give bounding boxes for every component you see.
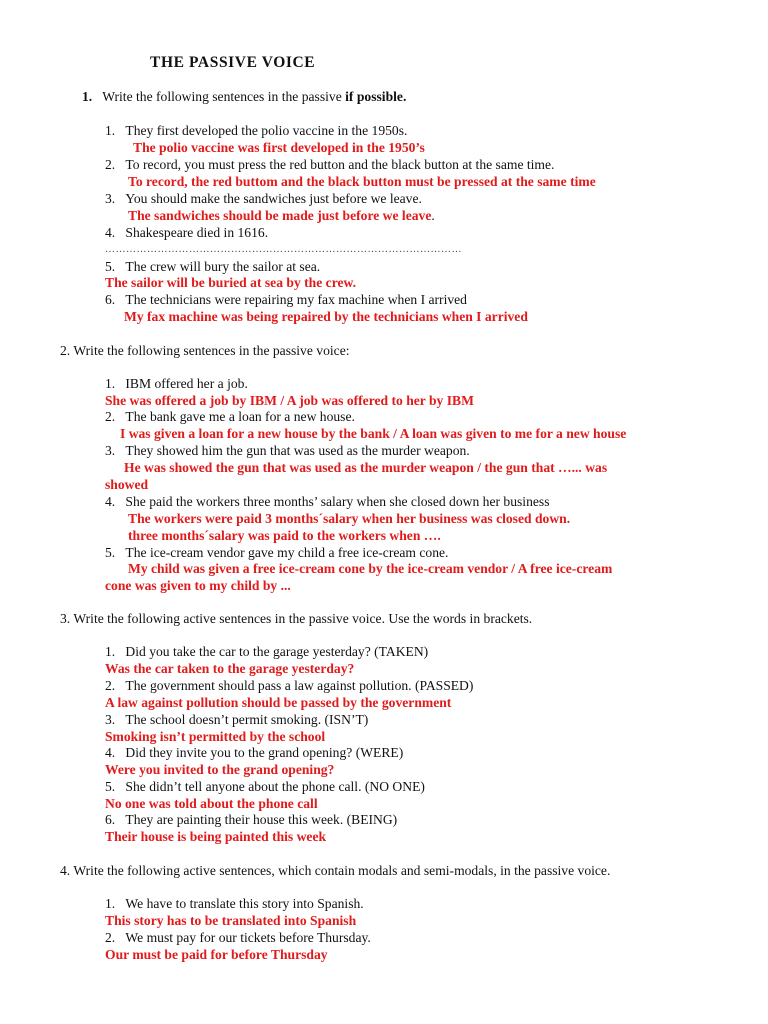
s3-q6-num: 6.: [105, 812, 116, 827]
s3-q1-num: 1.: [105, 644, 116, 659]
s2-q4-num: 4.: [105, 494, 116, 509]
s1-a3-period: .: [431, 208, 435, 223]
s2-q3-text: They showed him the gun that was used as the murder weapon.: [125, 443, 470, 458]
s1-a2: To record, the red buttom and the black button must be pressed at the same time: [128, 174, 596, 189]
s3-a4: Were you invited to the grand opening?: [105, 762, 335, 777]
s3-a1: Was the car taken to the garage yesterday?: [105, 661, 355, 676]
section1-number: 1.: [82, 89, 93, 104]
section1-instruction-bold: if possible.: [345, 89, 407, 104]
s3-q3: [105, 711, 368, 728]
s1-q2: [105, 156, 554, 173]
s2-a5-line2: cone was given to my child by ...: [105, 578, 291, 593]
s4-q2: [105, 929, 371, 946]
s1-q4: [105, 224, 268, 241]
s4-q1: [105, 895, 364, 912]
s1-q2-text: To record, you must press the red button and the black button at the same time.: [125, 157, 555, 172]
s1-q6: [105, 291, 467, 308]
s1-q6-text: The technicians were repairing my fax machine when I arrived: [125, 292, 467, 307]
s3-q4-text: Did they invite you to the grand opening? (WERE): [125, 745, 404, 760]
s2-a5-line1: My child was given a free ice-cream cone by the ice-cream vendor / A free ice-cream: [128, 561, 613, 576]
s1-q1: [105, 122, 407, 139]
s3-q3-text: The school doesn’t permit smoking. (ISN’T): [125, 712, 369, 727]
s2-q3: [105, 442, 470, 459]
s1-a6: My fax machine was being repaired by the technicians when I arrived: [124, 309, 528, 324]
s4-q1-text: We have to translate this story into Spanish.: [125, 896, 364, 911]
s1-a3: [128, 207, 435, 224]
s1-q6-num: 6.: [105, 292, 116, 307]
s2-q1-num: 1.: [105, 376, 116, 391]
s3-q6-text: They are painting their house this week. (BEING): [125, 812, 398, 827]
s3-q1: [105, 643, 428, 660]
s3-q3-num: 3.: [105, 712, 116, 727]
s2-q1: [105, 375, 248, 392]
s1-q5: [105, 258, 320, 275]
s1-q4-text: Shakespeare died in 1616.: [125, 225, 269, 240]
s2-q4-text: She paid the workers three months’ salary when she closed down her business: [125, 494, 550, 509]
s4-q2-num: 2.: [105, 930, 116, 945]
s2-q5-num: 5.: [105, 545, 116, 560]
s3-q5: [105, 778, 425, 795]
s1-a1: The polio vaccine was first developed in the 1950’s: [133, 140, 425, 155]
s3-q2: [105, 677, 473, 694]
s2-a2: I was given a loan for a new house by the bank / A loan was given to me for a new house: [120, 426, 627, 441]
section2-instruction: 2. Write the following sentences in the passive voice:: [60, 343, 350, 358]
s1-a3-text: The sandwiches should be made just before we leave: [128, 208, 432, 223]
s2-a3-line2: showed: [105, 477, 149, 492]
s1-a4-dotted-line: …………………………………………………………………………………………: [105, 244, 462, 255]
section1-instruction: [82, 88, 406, 105]
s3-q2-text: The government should pass a law against pollution. (PASSED): [125, 678, 474, 693]
s2-a4-line1: The workers were paid 3 months´salary when her business was closed down.: [128, 511, 571, 526]
s4-a1: This story has to be translated into Spanish: [105, 913, 357, 928]
s2-q5: [105, 544, 448, 561]
s1-q1-num: 1.: [105, 123, 116, 138]
s3-q6: [105, 811, 397, 828]
s3-a5: No one was told about the phone call: [105, 796, 318, 811]
section3-instruction: 3. Write the following active sentences in the passive voice. Use the words in brackets.: [60, 611, 533, 626]
s4-q2-text: We must pay for our tickets before Thursday.: [125, 930, 371, 945]
page-title: THE PASSIVE VOICE: [150, 54, 316, 71]
section1-instruction-text: Write the following sentences in the passive: [102, 89, 346, 104]
s1-q3-text: You should make the sandwiches just before we leave.: [125, 191, 422, 206]
s1-q5-text: The crew will bury the sailor at sea.: [125, 259, 321, 274]
s3-q1-text: Did you take the car to the garage yesterday? (TAKEN): [125, 644, 429, 659]
s4-a2: Our must be paid for before Thursday: [105, 947, 328, 962]
s1-q3-num: 3.: [105, 191, 116, 206]
s1-q5-num: 5.: [105, 259, 116, 274]
s3-q2-num: 2.: [105, 678, 116, 693]
s2-a3-line1: He was showed the gun that was used as the murder weapon / the gun that …... was: [124, 460, 608, 475]
s2-q2-text: The bank gave me a loan for a new house.: [125, 409, 355, 424]
s2-q4: [105, 493, 549, 510]
s2-q1-text: IBM offered her a job.: [125, 376, 248, 391]
s3-q4-num: 4.: [105, 745, 116, 760]
s2-q2: [105, 408, 355, 425]
s1-a5: The sailor will be buried at sea by the crew.: [105, 275, 356, 290]
s3-a3: Smoking isn’t permitted by the school: [105, 729, 326, 744]
section4-instruction: 4. Write the following active sentences, which contain modals and semi-modals, in the passive voice.: [60, 863, 611, 878]
s2-q3-num: 3.: [105, 443, 116, 458]
s2-a1: She was offered a job by IBM / A job was offered to her by IBM: [105, 393, 474, 408]
s1-q1-text: They first developed the polio vaccine in the 1950s.: [125, 123, 408, 138]
s3-a2: A law against pollution should be passed by the government: [105, 695, 452, 710]
s1-q2-num: 2.: [105, 157, 116, 172]
s2-q2-num: 2.: [105, 409, 116, 424]
s1-q3: [105, 190, 422, 207]
s3-q4: [105, 744, 403, 761]
s4-q1-num: 1.: [105, 896, 116, 911]
s3-a6: Their house is being painted this week: [105, 829, 327, 844]
s1-q4-num: 4.: [105, 225, 116, 240]
s2-a4-line2: three months´salary was paid to the workers when ….: [128, 528, 441, 543]
s2-q5-text: The ice-cream vendor gave my child a free ice-cream cone.: [125, 545, 449, 560]
s3-q5-num: 5.: [105, 779, 116, 794]
s3-q5-text: She didn’t tell anyone about the phone call. (NO ONE): [125, 779, 425, 794]
